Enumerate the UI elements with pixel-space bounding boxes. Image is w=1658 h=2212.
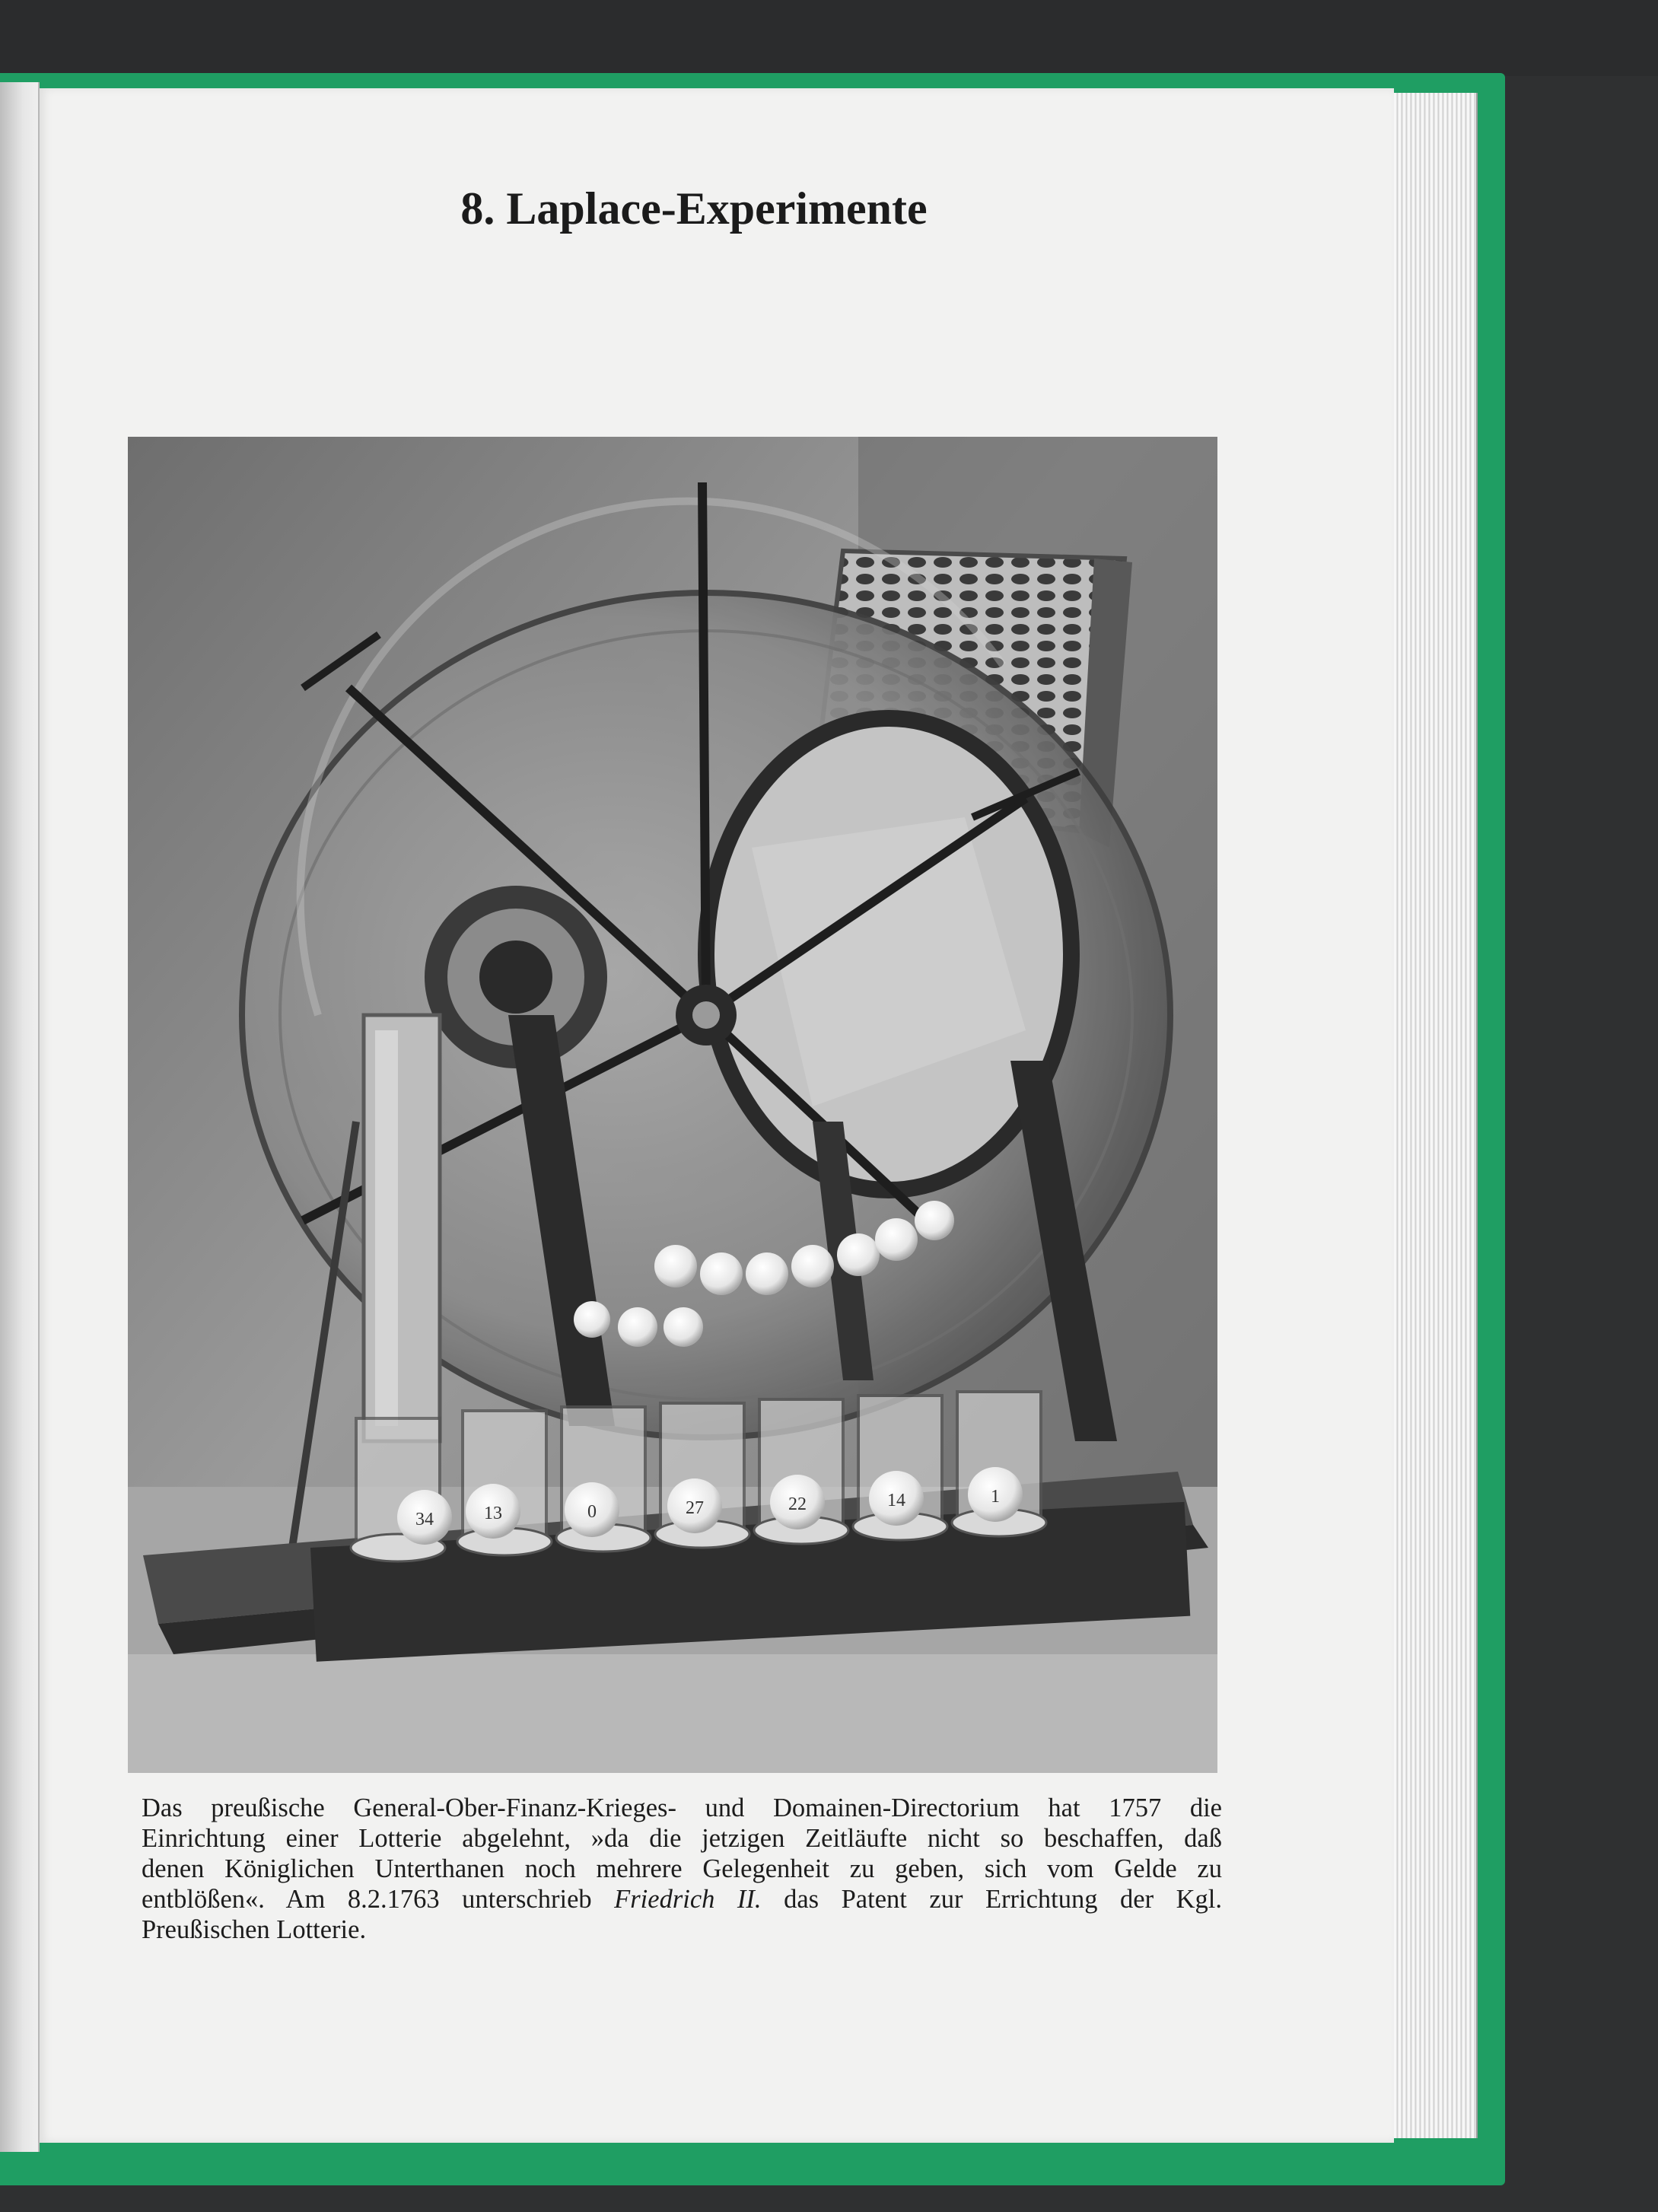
caption-text: entblößen«. Am 8.2.1763 unterschrieb bbox=[142, 1885, 615, 1914]
left-page-edge bbox=[0, 82, 40, 2152]
ball-number: 13 bbox=[484, 1504, 502, 1523]
ball-cup bbox=[754, 1399, 848, 1544]
caption-text: das Patent zur Errichtung der Kgl. bbox=[761, 1885, 1222, 1914]
background-top bbox=[0, 0, 1658, 76]
ball-number: 27 bbox=[686, 1498, 704, 1518]
caption-line: Preußischen Lotterie. bbox=[142, 1915, 367, 1944]
caption-name-friedrich: Friedrich II. bbox=[614, 1885, 762, 1914]
ball-number: 14 bbox=[887, 1491, 905, 1510]
caption-line: Einrichtung einer Lotterie abgelehnt, »da die jetzigen Zeitläufte nicht so beschaffen, daß bbox=[142, 1824, 1222, 1853]
lottery-drum-photo bbox=[128, 437, 1217, 1773]
ball-number: 22 bbox=[788, 1494, 807, 1514]
chapter-title-text: Laplace-Experimente bbox=[506, 183, 928, 234]
ball-cup bbox=[952, 1392, 1046, 1536]
caption-line: Das preußische General-Ober-Finanz-Krieges- und Domainen-Directorium hat 1757 die bbox=[142, 1793, 1222, 1822]
chapter-title bbox=[40, 183, 1348, 235]
page-block-edge bbox=[1394, 93, 1478, 2138]
ball-number: 1 bbox=[991, 1487, 1000, 1507]
ball-number: 0 bbox=[587, 1502, 597, 1522]
ball-cup bbox=[351, 1418, 452, 1561]
ball-cup bbox=[457, 1411, 552, 1555]
photo-caption bbox=[142, 1793, 1222, 1945]
caption-line: denen Königlichen Unterthanen noch mehrere Gelegenheit zu geben, sich vom Gelde zu bbox=[142, 1854, 1222, 1883]
ball-number: 34 bbox=[415, 1510, 434, 1529]
chapter-number: 8. bbox=[460, 183, 495, 234]
caption-line bbox=[142, 1884, 1222, 1914]
ball-cup bbox=[853, 1396, 947, 1540]
ball-cup bbox=[556, 1407, 651, 1552]
ball-cup bbox=[655, 1403, 749, 1548]
